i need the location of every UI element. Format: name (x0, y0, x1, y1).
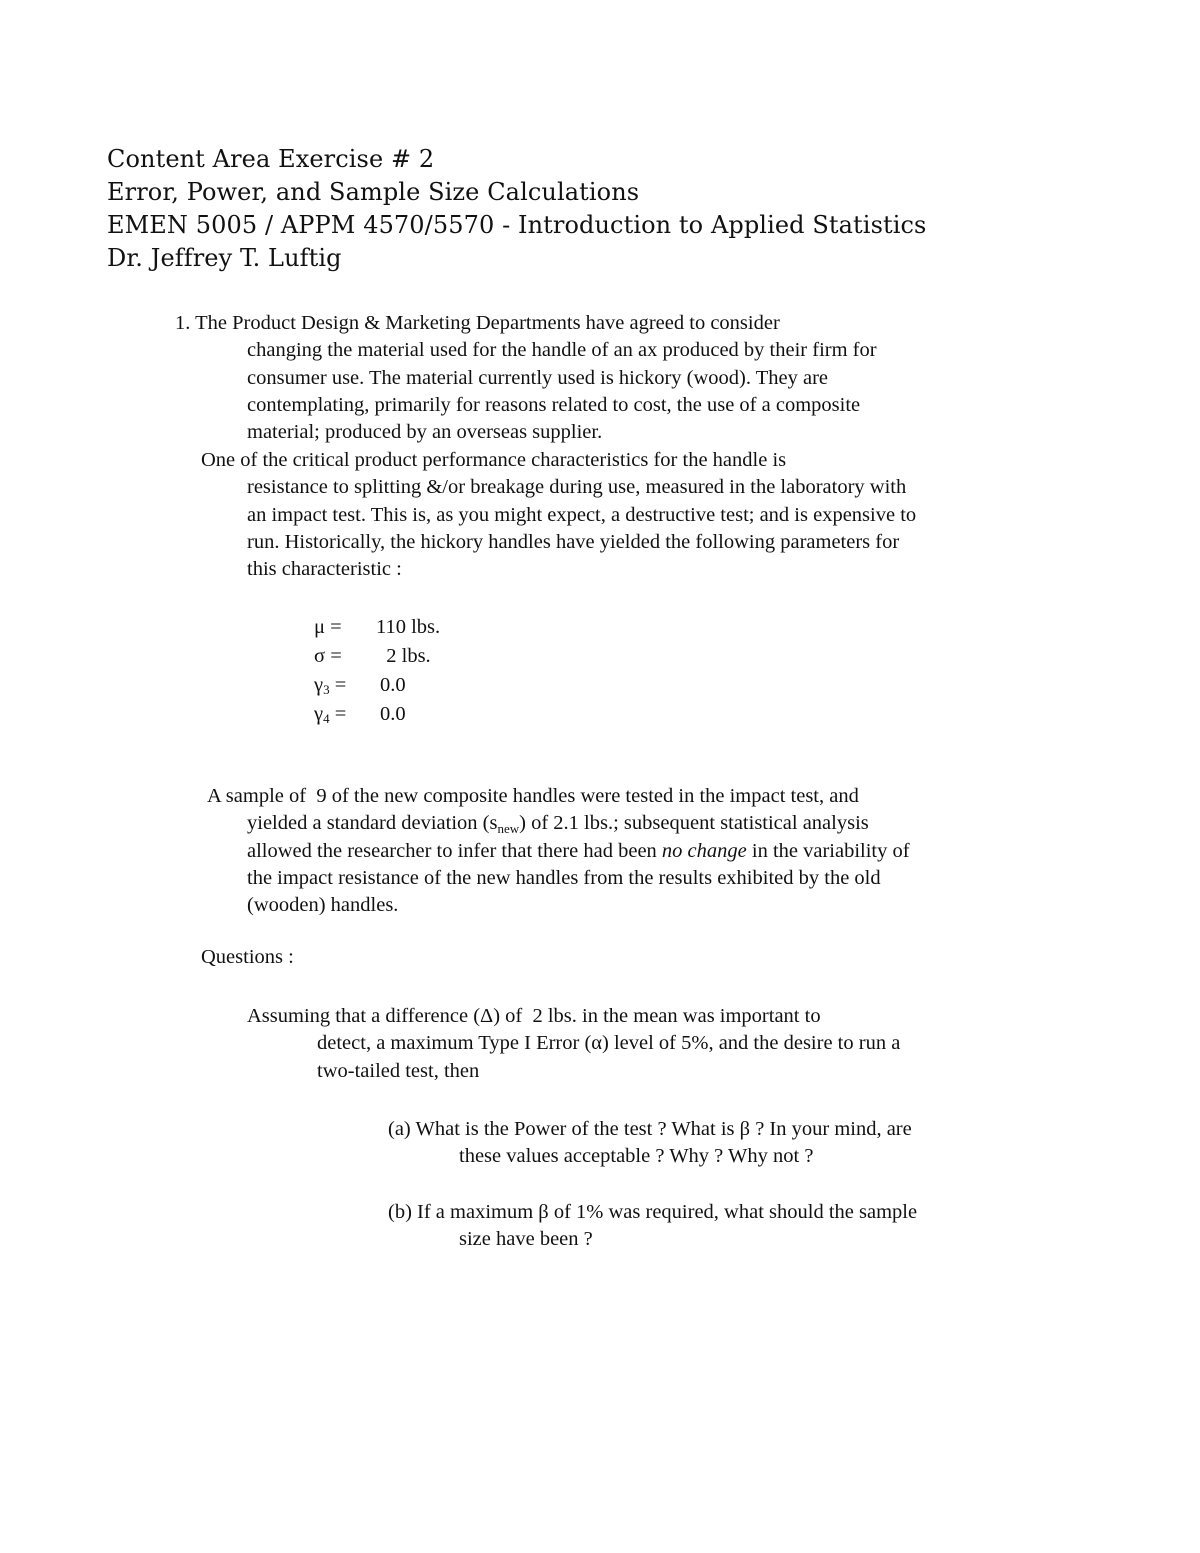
parameter-symbol: σ (314, 645, 326, 667)
sample-results-paragraph (207, 783, 910, 919)
text-line: the impact resistance of the new handles from the results exhibited by the old (247, 866, 881, 889)
parameter-symbol: γ (314, 674, 324, 696)
text-line: these values acceptable ? Why ? Why not ? (459, 1145, 814, 1168)
equals-sign: = (334, 703, 347, 725)
equals-sign: = (330, 645, 342, 667)
text-segment: ) of 2.1 lbs.; subsequent statistical analysis (519, 812, 869, 835)
exercise-title: Content Area Exercise # 2 (107, 145, 435, 173)
text-segment: in the variability of (746, 839, 910, 862)
problem-intro-paragraph (175, 310, 877, 446)
text-line: (wooden) handles. (247, 894, 399, 917)
text-line: changing the material used for the handle of an ax produced by their firm for (247, 339, 877, 362)
text-line: detect, a maximum Type I Error (α) level of 5%, and the desire to run a (317, 1032, 901, 1055)
performance-characteristic-paragraph (201, 447, 916, 583)
assumptions-paragraph (247, 1003, 900, 1085)
text-line (207, 838, 910, 865)
text-line: Assuming that a difference (Δ) of 2 lbs. in the mean was important to (247, 1005, 821, 1027)
equals-sign: = (334, 674, 347, 696)
text-line: an impact test. This is, as you might expect, a destructive test; and is expensive to (247, 503, 917, 526)
text-line: run. Historically, the hickory handles have yielded the following parameters for (247, 530, 900, 553)
text-line (207, 810, 910, 837)
text-line: A sample of 9 of the new composite handles were tested in the impact test, and (207, 785, 859, 807)
parameter-gamma4 (314, 700, 440, 729)
instructor-name: Dr. Jeffrey T. Luftig (107, 244, 342, 272)
parameter-subscript: 4 (323, 711, 330, 726)
parameters-list (314, 613, 440, 729)
question-b (388, 1199, 917, 1254)
text-line: contemplating, primarily for reasons related to cost, the use of a composite (247, 393, 861, 416)
parameter-gamma3 (314, 671, 440, 700)
questions-heading: Questions : (201, 946, 294, 968)
equals-sign: = (330, 616, 342, 638)
parameter-value: 2 lbs. (376, 645, 431, 667)
text-line: (a) What is the Power of the test ? What is β ? In your mind, are (388, 1118, 912, 1140)
text-line: this characteristic : (247, 558, 402, 581)
exercise-subtitle: Error, Power, and Sample Size Calculations (107, 178, 640, 206)
text-segment: yielded a standard deviation (s (247, 812, 498, 835)
subscript-new: new (497, 821, 520, 837)
text-segment: allowed the researcher to infer that there had been (247, 839, 662, 862)
parameter-value: 110 lbs. (376, 616, 441, 638)
parameter-value: 0.0 (380, 674, 406, 696)
parameter-symbol: γ (314, 703, 324, 725)
parameter-sigma (314, 642, 440, 671)
text-line: consumer use. The material currently used is hickory (wood). They are (247, 366, 829, 389)
text-line: size have been ? (459, 1228, 593, 1251)
parameter-value: 0.0 (380, 703, 406, 725)
text-line: two-tailed test, then (317, 1059, 480, 1082)
text-line: One of the critical product performance characteristics for the handle is (201, 449, 787, 471)
text-line: (b) If a maximum β of 1% was required, what should the sample (388, 1201, 918, 1223)
text-line: resistance to splitting &/or breakage during use, measured in the laboratory with (247, 476, 907, 499)
emphasis-text: no change (661, 839, 747, 862)
text-line: 1. The Product Design & Marketing Departments have agreed to consider (175, 312, 780, 334)
course-title: EMEN 5005 / APPM 4570/5570 - Introduction to Applied Statistics (107, 211, 927, 239)
parameter-subscript: 3 (323, 682, 330, 697)
question-a (388, 1116, 912, 1171)
parameter-mu (314, 613, 440, 642)
parameter-symbol: μ (314, 616, 325, 638)
document-header (107, 143, 926, 275)
text-line: material; produced by an overseas supplier. (247, 421, 603, 444)
